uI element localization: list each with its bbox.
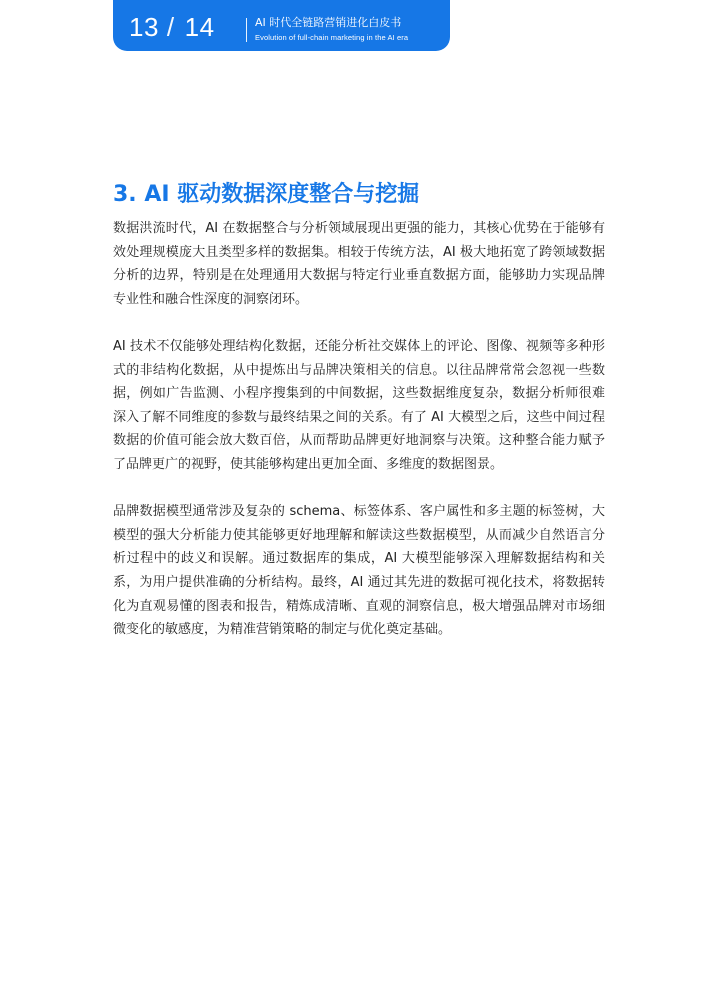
header-divider (246, 18, 247, 42)
document-title-en: Evolution of full-chain marketing in the AI era (255, 33, 409, 42)
page-current: 13 (129, 12, 159, 42)
page-indicator (129, 14, 215, 40)
page-total: 14 (184, 12, 215, 42)
header-tab (113, 0, 450, 51)
paragraph-1: 数据洪流时代，AI 在数据整合与分析领域展现出更强的能力，其核心优势在于能够有效处理规模庞大且类型多样的数据集。相较于传统方法，AI 极大地拓宽了跨领域数据分析的边界，特别是在处理通用大数据与特定行业垂直数据方面，能够助力实现品牌专业性和融合性深度的洞察闭环。 (113, 221, 605, 307)
paragraph-3: 品牌数据模型通常涉及复杂的 schema、标签体系、客户属性和多主题的标签树，大模型的强大分析能力使其能够更好地理解和解读这些数据模型，从而减少自然语言分析过程中的歧义和误解。通过数据库的集成，AI 大模型能够深入理解数据结构和关系，为用户提供准确的分析结构。最终，AI 通过其先进的数据可视化技术，将数据转化为直观易懂的图表和报告，精炼成清晰、直观的洞察信息，极大增强品牌对市场细微变化的敏感度，为精准营销策略的制定与优化奠定基础。 (113, 504, 605, 638)
document-title-cn: AI 时代全链路营销进化白皮书 (255, 16, 402, 29)
paragraph-2: AI 技术不仅能够处理结构化数据，还能分析社交媒体上的评论、图像、视频等多种形式的非结构化数据，从中提炼出与品牌决策相关的信息。以往品牌常常会忽视一些数据，例如广告监测、小程序搜集到的中间数据，这些数据维度复杂，数据分析师很难深入了解不同维度的参数与最终结果之间的关系。有了 AI 大模型之后，这些中间过程数据的价值可能会放大数百倍，从而帮助品牌更好地洞察与决策。这种整合能力赋予了品牌更广的视野，使其能够构建出更加全面、多维度的数据图景。 (113, 338, 605, 472)
page-separator: / (166, 12, 175, 42)
section-body (113, 217, 605, 642)
section-title: 3. AI 驱动数据深度整合与挖掘 (113, 182, 420, 207)
